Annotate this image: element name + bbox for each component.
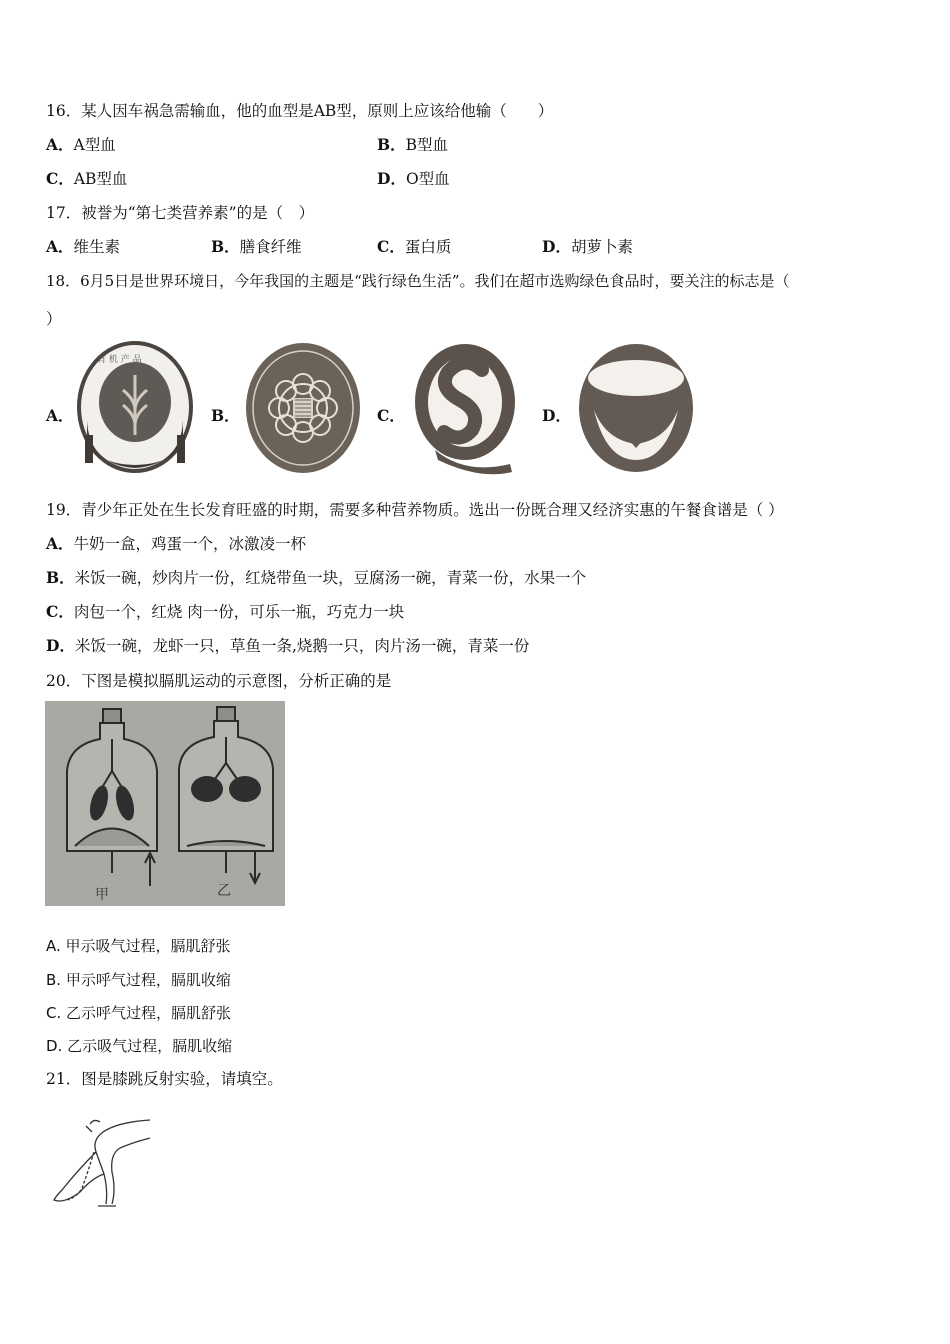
figure-label-yi: 乙 (217, 883, 231, 899)
diaphragm-model-figure (45, 701, 285, 906)
organic-product-logo (75, 340, 195, 475)
q19-stem: 19．青少年正处在生长发育旺盛的时期，需要多种营养物质。选出一份既合理又经济实惠的午餐食谱是（ ） (46, 501, 784, 519)
q20-option-b: B. 甲示呼气过程，膈肌收缩 (46, 971, 231, 989)
q19-option-c: C．肉包一个，红烧 肉一份，可乐一瓶，巧克力一块 (46, 602, 405, 621)
q20-option-d: D. 乙示吸气过程，膈肌收缩 (46, 1037, 233, 1055)
q16-option-d: D．O型血 (377, 169, 450, 188)
q17-stem: 17．被誉为“第七类营养素”的是（ ） (46, 204, 315, 222)
figure-label-jia: 甲 (95, 887, 109, 903)
svg-text:有 机 产 品: 有 机 产 品 (97, 355, 142, 365)
green-food-logo (576, 340, 696, 475)
q16-option-a: A．A型血 (46, 135, 116, 154)
q18-option-d-label: D． (542, 406, 571, 425)
q19-option-d: D．米饭一碗，龙虾一只，草鱼一条,烧鹅一只，肉片汤一碗，青菜一份 (46, 636, 530, 655)
q17-option-c: C．蛋白质 (377, 237, 452, 256)
quality-safety-qs-logo (410, 340, 530, 475)
q17-option-a: A．维生素 (46, 237, 121, 256)
q18-stem: 18．6月5日是世界环境日，今年我国的主题是“践行绿色生活”。我们在超市选购绿色食品时，要关注的标志是（ (46, 272, 790, 290)
q17-option-b: B．膳食纤维 (211, 237, 302, 256)
environmental-label-logo (243, 340, 363, 475)
q18-option-a-label: A． (46, 406, 74, 425)
q18-option-b-label: B． (211, 406, 240, 425)
q16-stem: 16．某人因车祸急需输血，他的血型是AB型，原则上应该给他输（ ） (46, 102, 554, 120)
q17-option-d: D．胡萝卜素 (542, 237, 633, 256)
q18-stem-end: ） (46, 310, 62, 328)
q20-option-c: C. 乙示呼气过程，膈肌舒张 (46, 1004, 232, 1022)
q19-option-b: B．米饭一碗，炒肉片一份，红烧带鱼一块，豆腐汤一碗，青菜一份，水果一个 (46, 568, 587, 587)
q18-option-c-label: C． (377, 406, 405, 425)
knee-jerk-reflex-figure (48, 1112, 158, 1212)
q16-option-c: C．AB型血 (46, 169, 128, 188)
q19-option-a: A．牛奶一盒，鸡蛋一个，冰激凌一杯 (46, 534, 307, 553)
q20-option-a: A. 甲示吸气过程，膈肌舒张 (46, 937, 231, 955)
q16-option-b: B．B型血 (377, 135, 448, 154)
q20-stem: 20．下图是模拟膈肌运动的示意图，分析正确的是 (46, 672, 392, 690)
q21-stem: 21．图是膝跳反射实验，请填空。 (46, 1070, 283, 1088)
